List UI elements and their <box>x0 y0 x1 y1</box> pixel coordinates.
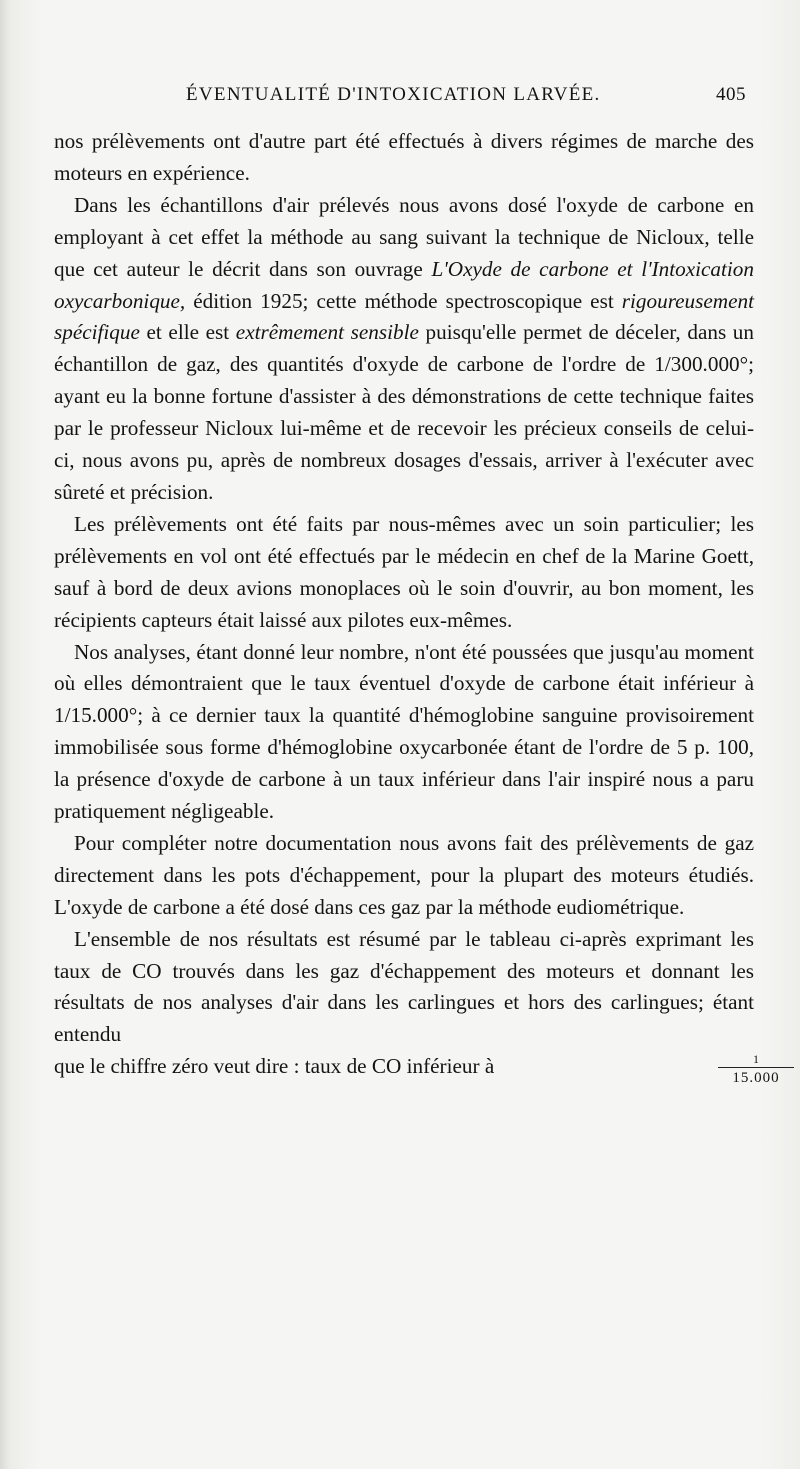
last-line-text: que le chiffre zéro veut dire : taux de CO inférieur à <box>54 1054 495 1079</box>
running-header <box>186 84 746 110</box>
paragraph-2-part-2: édition 1925; cette méthode spectroscopique est <box>185 288 622 313</box>
paragraph-1: nos prélèvements ont d'autre part été effectués à divers régimes de marche des moteurs en expérience. <box>54 129 754 185</box>
paragraph-5: Pour compléter notre documentation nous avons fait des prélèvements de gaz directement dans les pots d'échappement, pour la plupart des moteurs étudiés. L'oxyde de carbone a été dosé dans ces gaz par la méthode eudiométrique. <box>54 830 754 919</box>
paragraph-6: L'ensemble de nos résultats est résumé par le tableau ci-après exprimant les taux de CO trouvés dans les gaz d'échappement des moteurs et donnant les résultats de nos analyses d'air dans les carlingues et hors des carlingues; étant entendu <box>54 926 754 1047</box>
paragraph-3: Les prélèvements ont été faits par nous-mêmes avec un soin particulier; les prélèvements en vol ont été effectués par le médecin en chef de la Marine Goett, sauf à bord de deux avions monoplaces où le soin d'ouvrir, au bon moment, les récipients capteurs était laissé aux pilotes eux-mêmes. <box>54 511 754 632</box>
paragraph-2-part-3: et elle est <box>139 320 236 345</box>
emphasis-sensitive: extrêmement sensible <box>235 320 419 345</box>
book-title: L'Oxyde de carbone et l'Intoxication oxycarbonique, <box>54 256 754 313</box>
fraction-numerator: 1 <box>753 1052 759 1067</box>
fraction-denominator: 15.000 <box>732 1070 780 1087</box>
fraction <box>712 1053 800 1086</box>
paragraph-2 <box>54 190 754 509</box>
paragraph-2-part-4: puisqu'elle permet de déceler, dans un échantillon de gaz, des quantités d'oxyde de carbone de l'ordre de 1/300.000°; ayant eu la bonne fortune d'assister à des démonstrations de cette technique faites par le professeur Nicloux lui-même et de recevoir les précieux conseils de celui-ci, nous avons pu, après de nombreux dosages d'essais, arriver à l'exécuter avec sûreté et précision. <box>54 320 754 504</box>
page-number: 405 <box>716 84 746 105</box>
emphasis-specific: rigoureusement spécifique <box>54 288 754 345</box>
paragraph-4: Nos analyses, étant donné leur nombre, n'ont été poussées que jusqu'au moment où elles démontraient que le taux éventuel d'oxyde de carbone était inférieur à 1/15.000°; à ce dernier taux la quantité d'hémoglobine sanguine provisoirement immobilisée sous forme d'hémoglobine oxycarbonée étant de l'ordre de 5 p. 100, la présence d'oxyde de carbone à un taux inférieur dans l'air inspiré nous a paru pratiquement négligeable. <box>54 639 754 824</box>
running-title: ÉVENTUALITÉ D'INTOXICATION LARVÉE. <box>186 84 601 105</box>
paragraph-2-part-1: Dans les échantillons d'air prélevés nous avons dosé l'oxyde de carbone en employant à cet effet la méthode au sang suivant la technique de Nicloux, telle que cet auteur le décrit dans son ouvrage <box>54 192 754 281</box>
fraction-bar <box>718 1067 794 1068</box>
last-line <box>54 1051 780 1095</box>
body-text <box>54 126 780 1095</box>
